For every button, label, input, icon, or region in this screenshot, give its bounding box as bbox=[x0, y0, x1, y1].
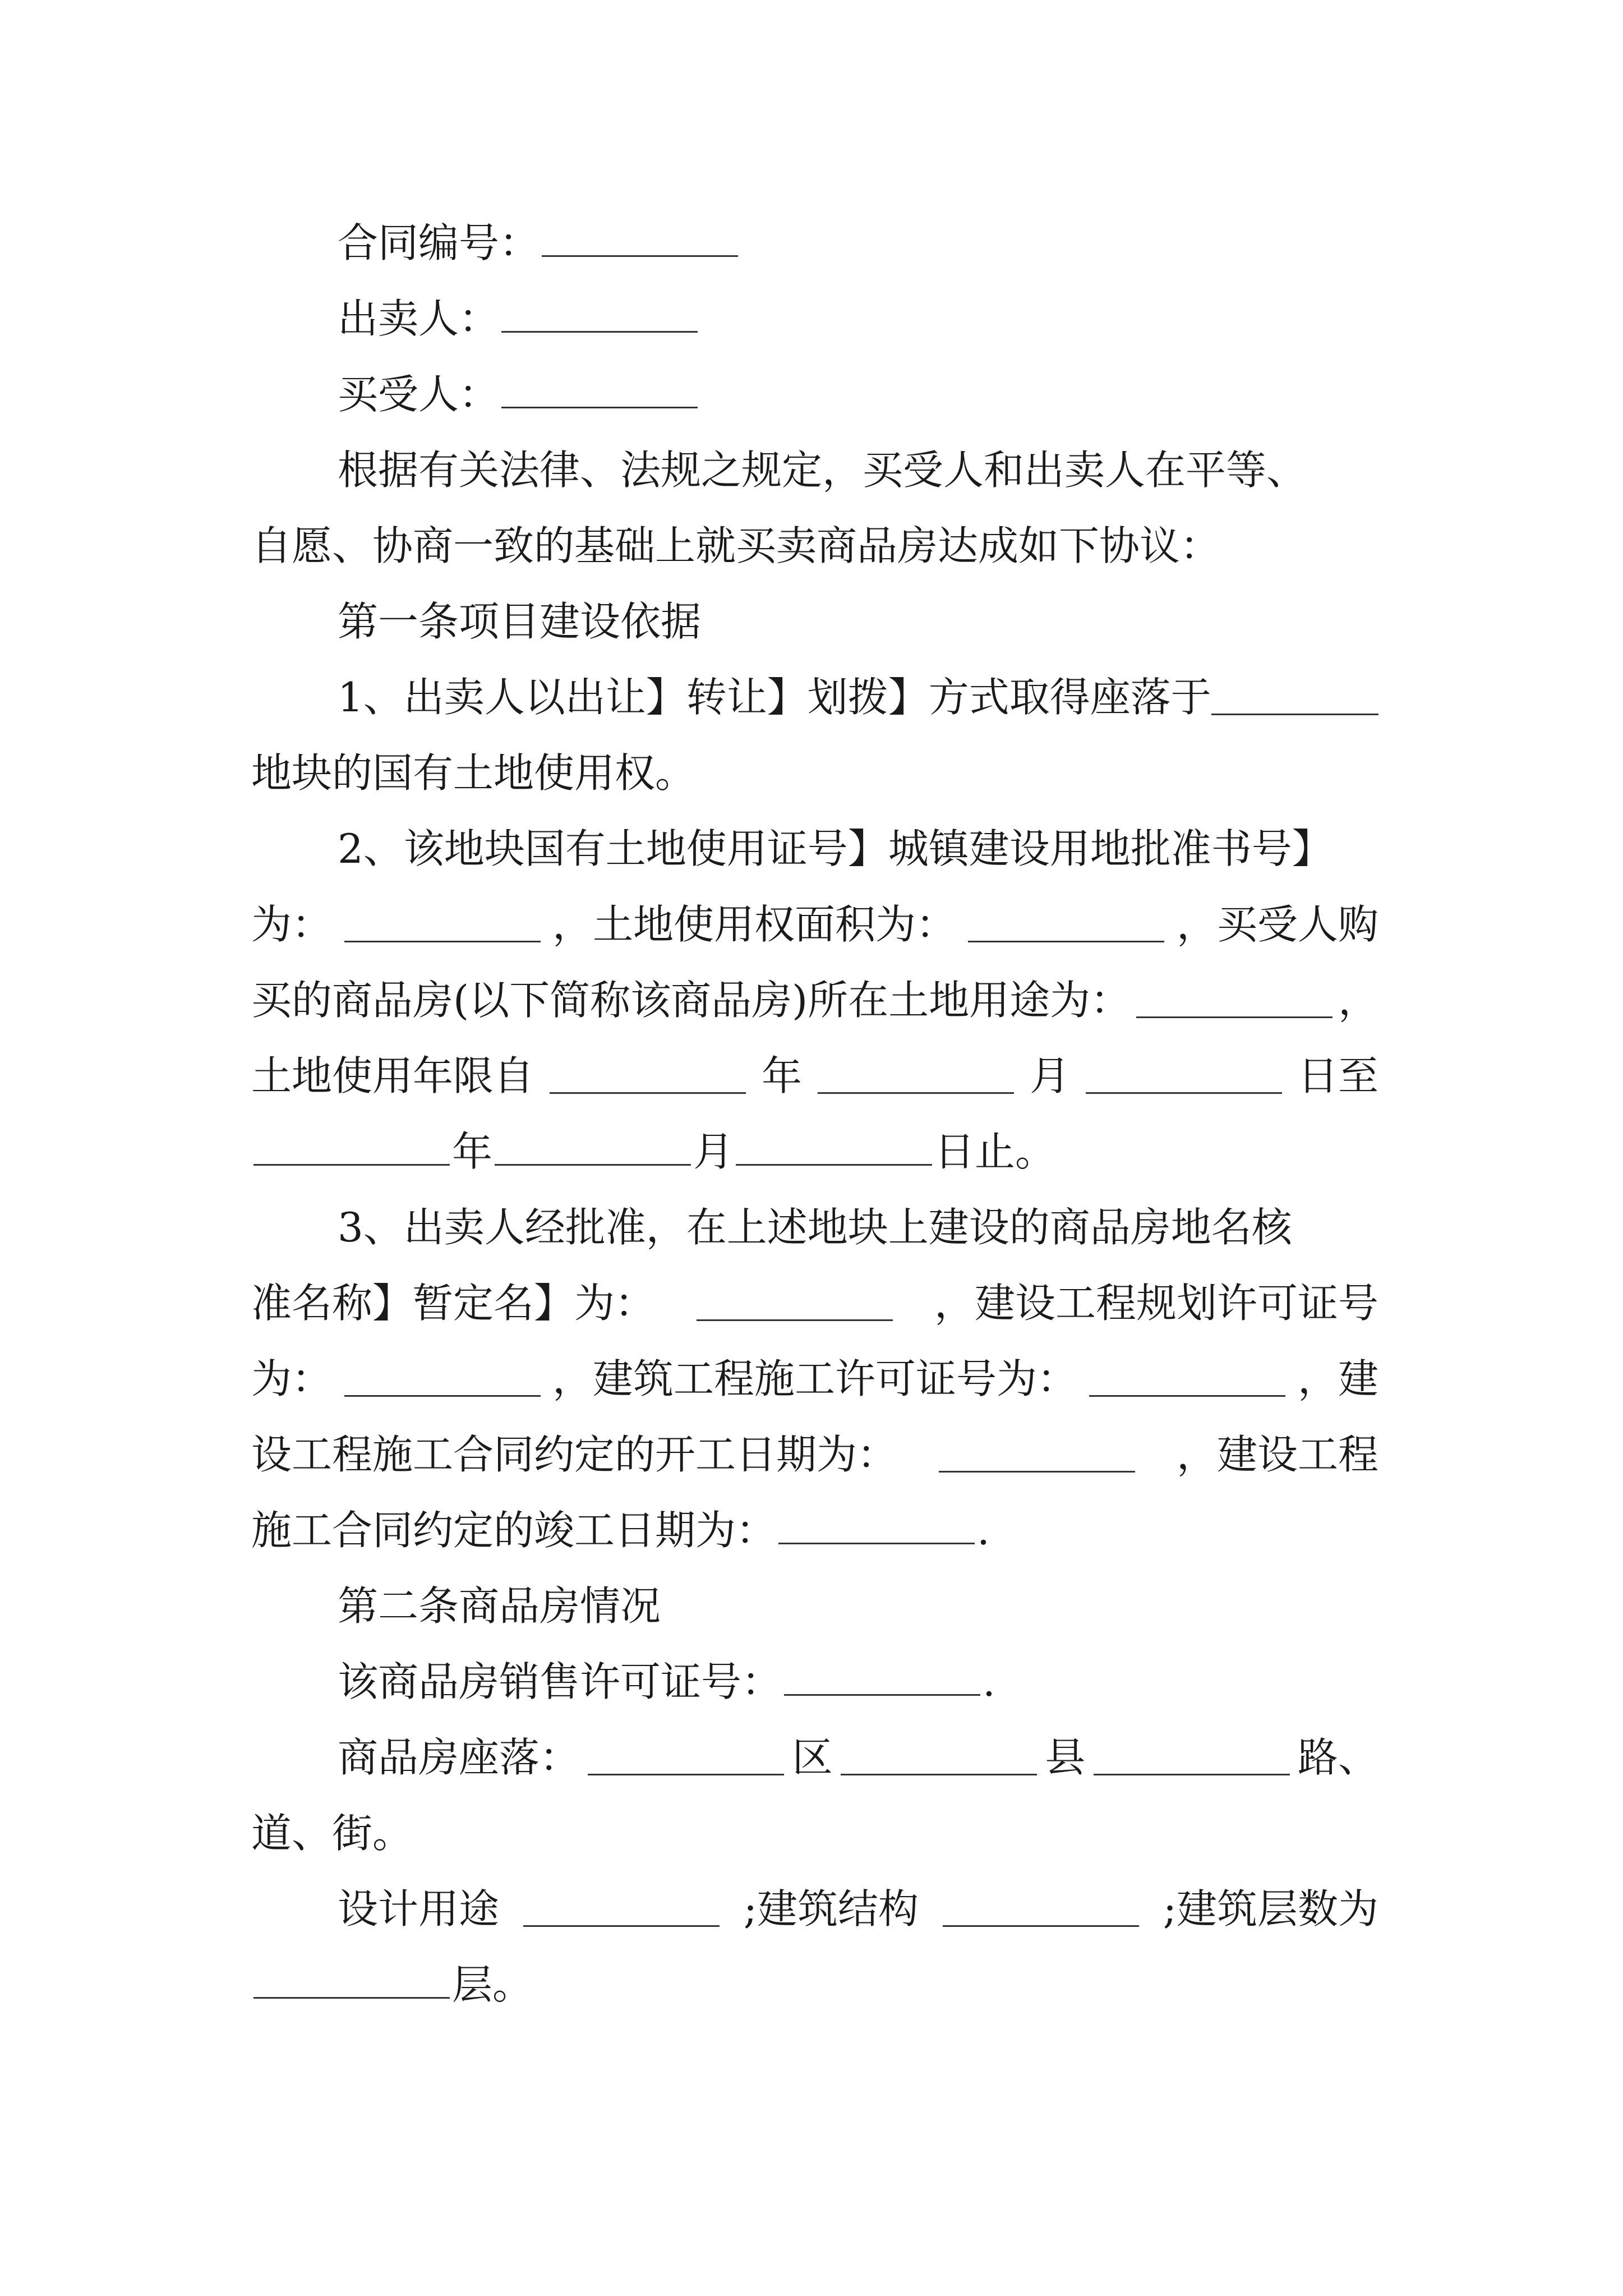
completion-date-blank bbox=[778, 1509, 975, 1544]
construction-permit-blank bbox=[1089, 1361, 1285, 1397]
contract-number-line bbox=[338, 205, 1378, 281]
land-area-blank bbox=[968, 907, 1164, 942]
design-usage-blank bbox=[523, 1892, 720, 1927]
district-label: 区 bbox=[792, 1734, 833, 1781]
day-to-label: 日至 bbox=[1297, 1052, 1378, 1099]
planning-permit-label: ，建设工程规划许可证号 bbox=[934, 1280, 1378, 1327]
sales-permit-line bbox=[338, 1644, 1378, 1720]
land-use-label: 买的商品房(以下简称该商品房)所在土地用途为： bbox=[251, 977, 1131, 1024]
article1-item2-line3 bbox=[251, 962, 1378, 1038]
intro-line-2: 自愿、协商一致的基础上就买卖商品房达成如下协议： bbox=[251, 522, 1221, 569]
article1-item1-line1 bbox=[338, 659, 1378, 735]
design-line bbox=[338, 1871, 1378, 1947]
design-usage-label: 设计用途 bbox=[338, 1885, 500, 1932]
item2-for-label: 为： bbox=[251, 901, 333, 948]
county-label: 县 bbox=[1045, 1734, 1086, 1781]
comma: ， bbox=[1338, 977, 1378, 1024]
start-year-blank bbox=[550, 1059, 746, 1094]
planning-permit-blank bbox=[344, 1361, 541, 1397]
buyer-line bbox=[338, 356, 1378, 432]
intro-line-1: 根据有关法律、法规之规定，买受人和出卖人在平等、 bbox=[338, 447, 1307, 494]
approved-name-blank bbox=[697, 1286, 893, 1321]
location-line-2: 道、街。 bbox=[251, 1810, 413, 1857]
seller-blank bbox=[501, 297, 698, 333]
period: . bbox=[983, 1658, 995, 1705]
start-day-blank bbox=[1086, 1059, 1282, 1094]
article1-item3-line5 bbox=[251, 1492, 1378, 1568]
approved-name-label: 准名称】暂定名】为： bbox=[251, 1280, 656, 1327]
article1-item3-line4 bbox=[251, 1416, 1378, 1493]
sales-permit-blank bbox=[784, 1660, 980, 1696]
floors-line bbox=[251, 1947, 1378, 2023]
item1-text: 1、出卖人以出让】转让】划拨】方式取得座落于 bbox=[338, 674, 1211, 721]
start-date-blank bbox=[939, 1437, 1135, 1473]
article1-item2-line2 bbox=[251, 886, 1378, 963]
seller-label: 出卖人： bbox=[338, 295, 500, 342]
day-end-label: 日止。 bbox=[934, 1128, 1056, 1175]
start-month-blank bbox=[818, 1059, 1014, 1094]
article1-item3-line2 bbox=[251, 1265, 1378, 1341]
year-label: 年 bbox=[452, 1128, 493, 1175]
land-area-label: ，土地使用权面积为： bbox=[552, 901, 956, 948]
article1-title: 第一条项目建设依据 bbox=[338, 598, 702, 645]
article1-item2-line1: 2、该地块国有土地使用证号】城镇建设用地批准书号】 bbox=[338, 825, 1332, 872]
structure-blank bbox=[943, 1892, 1139, 1927]
end-day-blank bbox=[736, 1130, 932, 1166]
land-location-blank bbox=[1211, 680, 1378, 715]
location-line bbox=[338, 1719, 1378, 1796]
seller-line bbox=[338, 280, 1378, 357]
county-blank bbox=[841, 1740, 1037, 1775]
article1-item1-line2: 地块的国有土地使用权。 bbox=[251, 749, 696, 797]
article1-item2-line4 bbox=[251, 1038, 1378, 1114]
article1-item3-line3 bbox=[251, 1341, 1378, 1417]
end-month-blank bbox=[495, 1130, 691, 1166]
sales-permit-label: 该商品房销售许可证号： bbox=[338, 1658, 782, 1705]
year-label: 年 bbox=[761, 1052, 802, 1099]
land-term-label: 土地使用年限自 bbox=[251, 1052, 534, 1099]
road-label: 路、 bbox=[1297, 1734, 1378, 1781]
location-label: 商品房座落： bbox=[338, 1734, 580, 1781]
buyer-label: 买受人： bbox=[338, 371, 500, 418]
end-year-blank bbox=[253, 1130, 450, 1166]
article1-item3-line1: 3、出卖人经批准，在上述地块上建设的商品房地名核 bbox=[338, 1204, 1292, 1251]
district-blank bbox=[588, 1740, 784, 1775]
start-date-label: 设工程施工合同约定的开工日期为： bbox=[251, 1431, 898, 1478]
item3-for-label: 为： bbox=[251, 1355, 333, 1402]
article2-title: 第二条商品房情况 bbox=[338, 1582, 661, 1630]
article1-item2-line5 bbox=[251, 1114, 1378, 1190]
land-use-blank bbox=[1136, 983, 1332, 1018]
floors-blank bbox=[253, 1963, 450, 1999]
buyer-purchase-text: ，买受人购 bbox=[1176, 901, 1378, 948]
buyer-blank bbox=[501, 373, 698, 408]
completion-date-label: 施工合同约定的竣工日期为： bbox=[251, 1507, 777, 1554]
construction-text: ，建 bbox=[1297, 1355, 1378, 1402]
construction-project-text: ，建设工程 bbox=[1176, 1431, 1378, 1478]
structure-label: ;建筑结构 bbox=[743, 1885, 919, 1932]
construction-permit-label: ，建筑工程施工许可证号为： bbox=[552, 1355, 1077, 1402]
period: . bbox=[977, 1507, 990, 1554]
month-label: 月 bbox=[693, 1128, 734, 1175]
month-label: 月 bbox=[1029, 1052, 1070, 1099]
floors-label: ;建筑层数为 bbox=[1163, 1885, 1378, 1932]
contract-number-blank bbox=[542, 222, 738, 257]
road-blank bbox=[1094, 1740, 1290, 1775]
contract-number-label: 合同编号： bbox=[338, 219, 540, 266]
land-cert-number-blank bbox=[344, 907, 541, 942]
floors-unit: 层。 bbox=[452, 1961, 533, 2008]
